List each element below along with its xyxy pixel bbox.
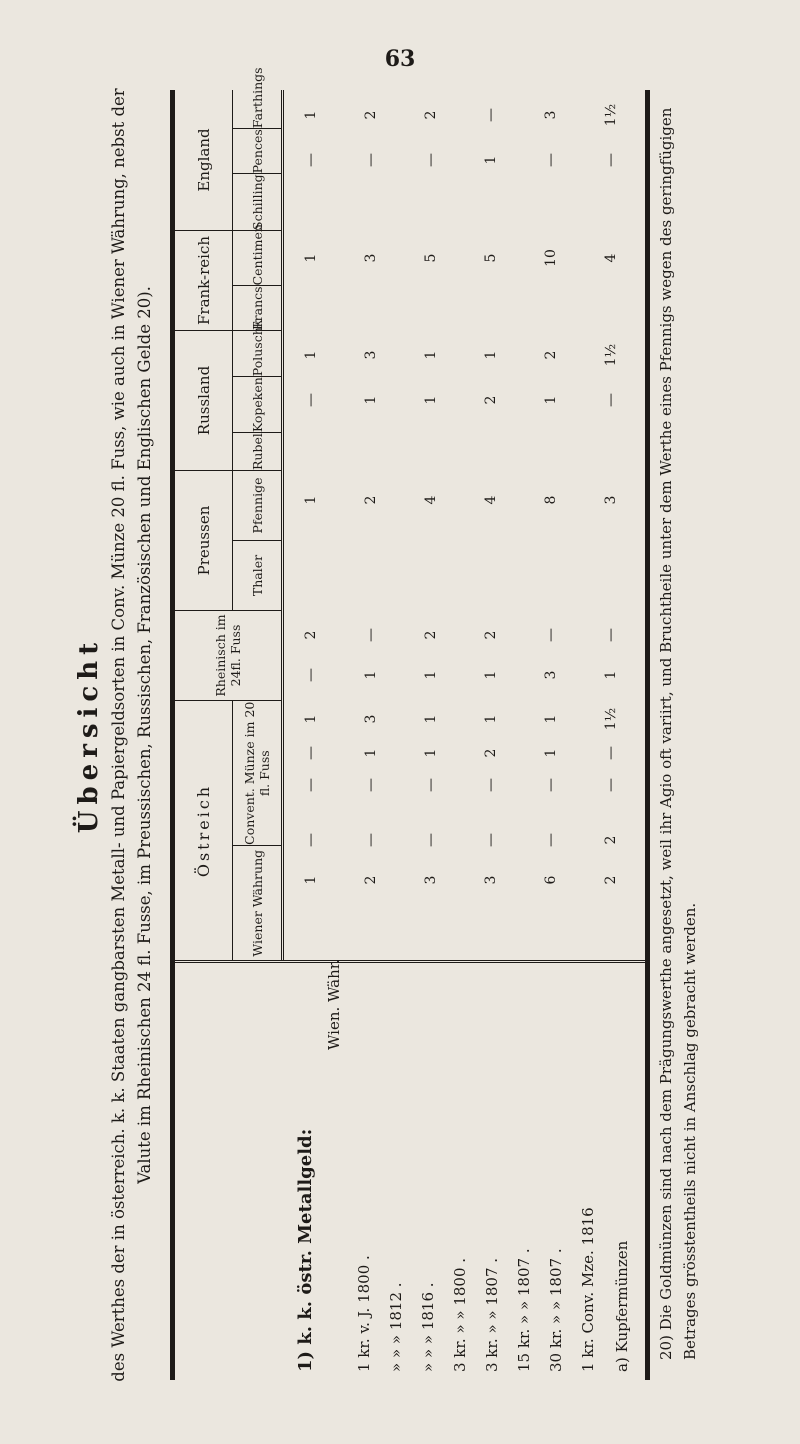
rh-kr-1: — xyxy=(303,668,319,682)
rh-pf-4: 2 xyxy=(483,630,499,640)
pr-pf-2: 2 xyxy=(363,495,379,505)
ww-pf-6: 2 xyxy=(603,835,619,845)
cm-kr-3: 1 xyxy=(423,748,439,758)
rotated-page-content xyxy=(66,67,746,1400)
en-far-5: 3 xyxy=(543,110,559,120)
ww-pf-2: — xyxy=(363,833,379,847)
ww-label: Wien. Währ. xyxy=(325,958,343,1050)
cm-kr-4: 2 xyxy=(483,748,499,758)
group-rheinisch xyxy=(175,610,281,700)
en-far-4: — xyxy=(483,108,499,122)
fr-cent-5: 10 xyxy=(543,249,559,267)
cm-pf-4: 1 xyxy=(483,714,499,724)
ru-kop-4: 2 xyxy=(483,395,499,405)
coin-8: 1 kr. Conv. Mze. 1816 xyxy=(579,1207,597,1372)
ru-kop-5: 1 xyxy=(543,395,559,405)
en-pen-2: — xyxy=(363,153,379,167)
group-england-title: England xyxy=(175,90,233,230)
ww-kr-3: 3 xyxy=(423,875,439,885)
col-ru-pol-values xyxy=(291,335,631,375)
footnote: 20) Die Goldmünzen sind nach dem Prägungswerthe angesetzt, weil ihr Agio oft variirt, und Bruchtheile unter dem Werthe eines Pfennigs wegen des geringfügigen Betrages grösstentheils nicht in Anschlag gebracht werden. xyxy=(657,107,699,1360)
rh-pf-3: 2 xyxy=(423,630,439,640)
ru-pol-6: 1½ xyxy=(603,343,619,367)
group-russland-sub xyxy=(233,319,281,470)
cm-kr-2: 1 xyxy=(363,748,379,758)
col-en-pen-values xyxy=(291,140,631,180)
en-pen-1: — xyxy=(303,153,319,167)
cm-pf-3: 1 xyxy=(423,714,439,724)
col-polusch: Poluschk xyxy=(249,319,265,377)
rh-kr-6: 1 xyxy=(603,670,619,680)
cm-fl-4: — xyxy=(483,778,499,792)
coin-6: 15 kr. » » 1807 . xyxy=(515,1248,533,1372)
col-cm-fl-values xyxy=(291,770,631,800)
cm-kr-5: 1 xyxy=(543,748,559,758)
en-far-2: 2 xyxy=(363,110,379,120)
coin-7: 30 kr. » » 1807 . xyxy=(547,1248,565,1372)
col-pfennige: Pfennige xyxy=(249,477,265,534)
group-england xyxy=(175,67,281,230)
cm-kr-6: — xyxy=(603,746,619,760)
en-pen-5: — xyxy=(543,153,559,167)
ww-kr-6: 2 xyxy=(603,875,619,885)
col-ru-kop-values xyxy=(291,380,631,420)
intro-text: des Werthes der in österreich. k. k. Staaten gangbarsten Metall- und Papiergeldsorten in Conv. Münze 20 fl. Fuss, wie auch in Wiener Währung, nebst der Valute im Rheinischen 24 fl. Fusse, im Preussischen, Russischen, Französischen und Englischen Gelde 20). xyxy=(109,88,154,1382)
en-far-6: 1½ xyxy=(603,103,619,127)
fr-cent-2: 3 xyxy=(363,253,379,263)
rh-kr-5: 3 xyxy=(543,670,559,680)
coin-5: 3 kr. » » 1807 . xyxy=(483,1257,501,1372)
ru-pol-1: 1 xyxy=(303,350,319,360)
rh-kr-2: 1 xyxy=(363,670,379,680)
fr-cent-1: 1 xyxy=(303,253,319,263)
en-far-3: 2 xyxy=(423,110,439,120)
group-preussen xyxy=(175,470,281,610)
cm-fl-6: — xyxy=(603,778,619,792)
ww-pf-5: — xyxy=(543,833,559,847)
en-pen-4: 1 xyxy=(483,155,499,165)
group-frankreich-sub xyxy=(233,224,281,330)
coin-4: 3 kr. » » 1800 . xyxy=(451,1257,469,1372)
cm-fl-2: — xyxy=(363,778,379,792)
ww-kr-2: 2 xyxy=(363,875,379,885)
cm-pf-1: 1 xyxy=(303,714,319,724)
ww-kr-5: 6 xyxy=(543,875,559,885)
currency-table xyxy=(170,67,650,1380)
col-pr-pf-values xyxy=(291,480,631,520)
cm-fl-3: — xyxy=(423,778,439,792)
group-russland xyxy=(175,319,281,470)
col-ww-kr-values xyxy=(291,860,631,900)
ru-kop-6: — xyxy=(603,393,619,407)
fr-cent-4: 5 xyxy=(483,253,499,263)
cm-fl-5: — xyxy=(543,778,559,792)
col-francs: Francs xyxy=(233,285,281,330)
col-cm-pf-values xyxy=(291,702,631,736)
rh-pf-1: 2 xyxy=(303,630,319,640)
page-heading: Übersicht xyxy=(74,636,104,834)
col-en-far-values xyxy=(291,95,631,135)
en-pen-3: — xyxy=(423,153,439,167)
group-preussen-sub xyxy=(233,471,281,610)
ru-pol-3: 1 xyxy=(423,350,439,360)
pr-pf-3: 4 xyxy=(423,495,439,505)
col-centimen: Centimen xyxy=(249,224,265,286)
rh-pf-2: — xyxy=(363,628,379,642)
group-rheinisch-title: Rheinisch im 24fl. Fuss xyxy=(213,614,243,697)
cm-kr-1: — xyxy=(303,746,319,760)
fr-cent-6: 4 xyxy=(603,253,619,263)
coin-2: » » » 1812 . xyxy=(387,1282,405,1372)
cm-pf-6: 1½ xyxy=(603,707,619,731)
col-thaler: Thaler xyxy=(233,540,281,610)
table-row-header-column xyxy=(175,960,645,1380)
ww-kr-4: 3 xyxy=(483,875,499,885)
ru-pol-4: 1 xyxy=(483,350,499,360)
header-rule xyxy=(281,90,284,960)
ru-kop-2: 1 xyxy=(363,395,379,405)
group-frankreich-title: Frank-reich xyxy=(175,231,233,330)
ww-heading: Wiener Währung xyxy=(233,845,281,960)
group-russland-title: Russland xyxy=(175,331,233,470)
group-oestreich-sub xyxy=(233,701,281,960)
col-ww-pf-values xyxy=(291,820,631,860)
col-schilling: Schilling xyxy=(233,173,281,230)
en-pen-6: — xyxy=(603,153,619,167)
ww-pf-1: — xyxy=(303,833,319,847)
rh-pf-6: — xyxy=(603,628,619,642)
cm-pf-5: 1 xyxy=(543,714,559,724)
rh-kr-4: 1 xyxy=(483,670,499,680)
ru-kop-3: 1 xyxy=(423,395,439,405)
pr-pf-4: 4 xyxy=(483,495,499,505)
table-row-header: 1) k. k. östr. Metallgeld: xyxy=(295,1128,316,1372)
ww-pf-4: — xyxy=(483,833,499,847)
col-kopeken: Kopeken xyxy=(233,376,281,432)
coin-3: » » » 1816 . xyxy=(419,1282,437,1372)
rh-kr-3: 1 xyxy=(423,670,439,680)
ww-pf-3: — xyxy=(423,833,439,847)
cm-heading: Convent. Münze im 20 fl. Fuss xyxy=(242,701,272,845)
pr-pf-6: 3 xyxy=(603,495,619,505)
group-oestreich-title: Östreich xyxy=(175,701,233,960)
col-rubel: Rubel xyxy=(233,432,281,470)
ru-kop-1: — xyxy=(303,393,319,407)
rh-pf-5: — xyxy=(543,628,559,642)
col-farthings: Farthings xyxy=(249,67,265,129)
col-rh-pf-values xyxy=(291,620,631,650)
cm-fl-1: — xyxy=(303,778,319,792)
group-preussen-title: Preussen xyxy=(175,471,233,610)
col-cm-kr-values xyxy=(291,738,631,768)
coin-1: 1 kr. v. J. 1800 . xyxy=(355,1255,373,1372)
col-pences: Pences xyxy=(233,128,281,173)
group-oestreich xyxy=(175,700,281,960)
page-number: 63 xyxy=(384,46,416,72)
fr-cent-3: 5 xyxy=(423,253,439,263)
coin-group-label: a) Kupfermünzen xyxy=(613,1240,631,1372)
group-england-sub xyxy=(233,67,281,230)
pr-pf-1: 1 xyxy=(303,495,319,505)
group-frankreich xyxy=(175,224,281,330)
ru-pol-5: 2 xyxy=(543,350,559,360)
en-far-1: 1 xyxy=(303,110,319,120)
ru-pol-2: 3 xyxy=(363,350,379,360)
col-rh-kr-values xyxy=(291,660,631,690)
pr-pf-5: 8 xyxy=(543,495,559,505)
cm-pf-2: 3 xyxy=(363,714,379,724)
ww-kr-1: 1 xyxy=(303,875,319,885)
col-fr-cent-values xyxy=(291,238,631,278)
